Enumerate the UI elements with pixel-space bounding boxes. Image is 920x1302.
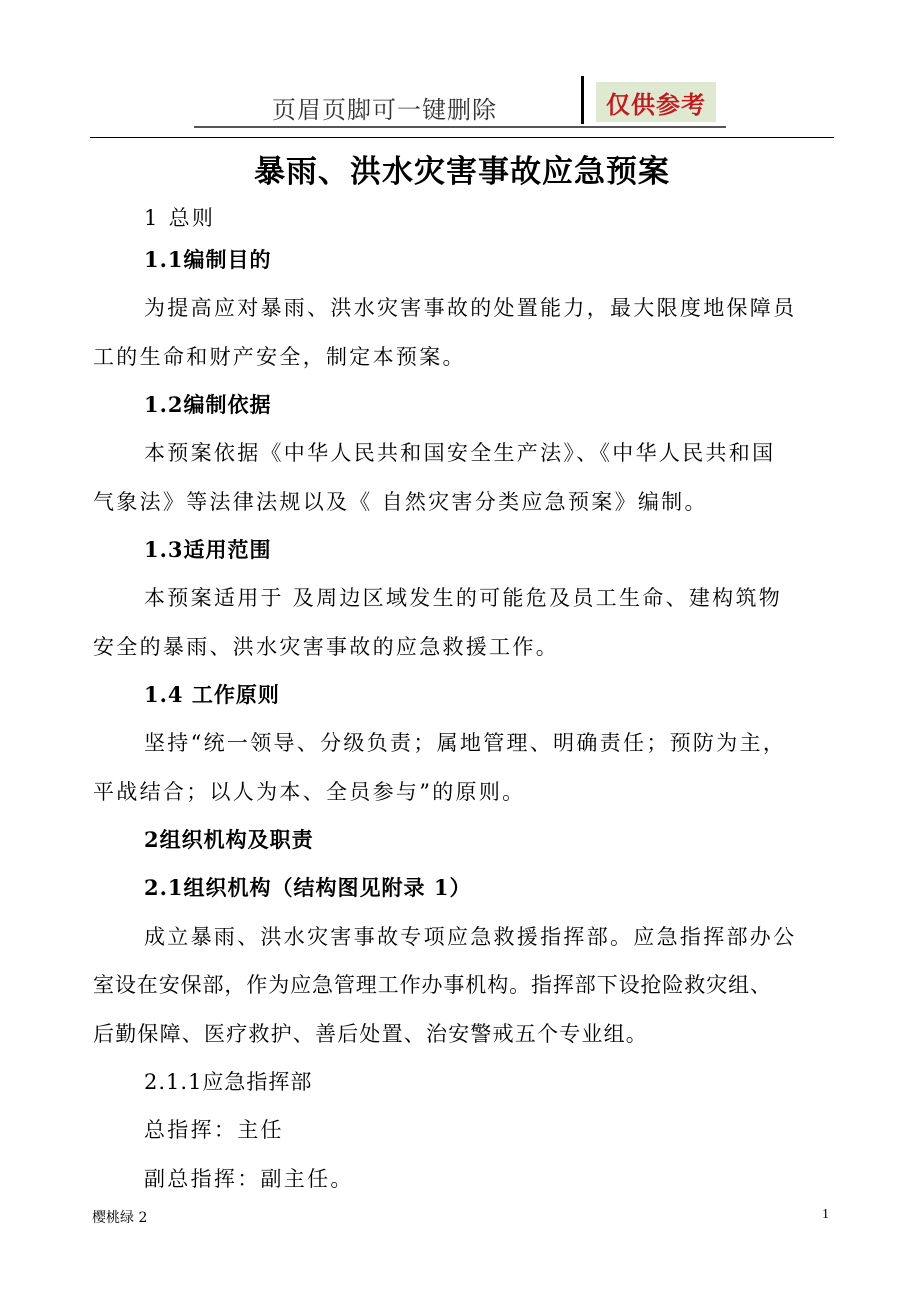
reference-only-badge-text: 仅供参考 bbox=[606, 89, 706, 119]
section-2-1-heading-main: 2.1组织机构 bbox=[144, 875, 272, 900]
section-2-1-1-heading: 2.1.1应急指挥部 bbox=[144, 1070, 313, 1094]
page-number: 1 bbox=[822, 1207, 829, 1222]
page-header bbox=[194, 76, 726, 128]
section-1-4-paragraph-line-1: 坚持“统一领导、分级负责；属地管理、明确责任；预防为主， bbox=[144, 731, 787, 755]
section-2-1-paragraph-line-3: 后勤保障、医疗救护、善后处置、治安警戒五个专业组。 bbox=[93, 1022, 648, 1046]
section-1-3-paragraph-line-2: 安全的暴雨、洪水灾害事故的应急救援工作。 bbox=[93, 635, 559, 659]
section-2-1-paragraph-line-1: 成立暴雨、洪水灾害事故专项应急救援指挥部。应急指挥部办公 bbox=[144, 925, 797, 949]
section-1-2-paragraph-line-2: 气象法》等法律法规以及《 自然灾害分类应急预案》编制。 bbox=[93, 490, 708, 514]
section-1-1-heading: 1.1编制目的 bbox=[144, 247, 272, 272]
header-underline bbox=[194, 126, 726, 128]
header-divider bbox=[581, 76, 584, 124]
section-2-1-paragraph-line-2: 室设在安保部，作为应急管理工作办事机构。指挥部下设抢险救灾组、 bbox=[93, 973, 772, 997]
section-2-1-heading bbox=[144, 872, 471, 902]
reference-only-badge bbox=[596, 82, 716, 122]
section-1-2-heading: 1.2编制依据 bbox=[144, 392, 272, 417]
section-2-1-1-deputy-commander: 副总指挥：副主任。 bbox=[144, 1167, 354, 1191]
section-1-1-paragraph-line-2: 工的生命和财产安全，制定本预案。 bbox=[93, 345, 466, 369]
section-2-1-heading-note: （结构图见附录 1） bbox=[271, 875, 472, 900]
section-1-2-paragraph-line-1: 本预案依据《中华人民共和国安全生产法》、《中华人民共和国 bbox=[144, 441, 776, 465]
section-2-heading: 2组织机构及职责 bbox=[144, 827, 314, 852]
section-1-3-paragraph-line-1: 本预案适用于 及周边区域发生的可能危及员工生命、建构筑物 bbox=[144, 586, 783, 610]
footer-label: 樱桃绿 2 bbox=[92, 1210, 148, 1226]
section-2-1-1-commander: 总指挥：主任 bbox=[144, 1118, 284, 1142]
section-1-3-heading: 1.3适用范围 bbox=[144, 537, 272, 562]
section-1-1-paragraph-line-1: 为提高应对暴雨、洪水灾害事故的处置能力，最大限度地保障员 bbox=[144, 296, 797, 320]
section-1-4-heading: 1.4 工作原则 bbox=[144, 682, 280, 707]
header-rule bbox=[90, 137, 834, 138]
document-title: 暴雨、洪水灾害事故应急预案 bbox=[254, 154, 670, 190]
section-1-heading: 1 总则 bbox=[144, 206, 216, 230]
section-1-4-paragraph-line-2: 平战结合；以人为本、全员参与”的原则。 bbox=[93, 780, 526, 804]
header-text: 页眉页脚可一键删除 bbox=[272, 96, 497, 124]
